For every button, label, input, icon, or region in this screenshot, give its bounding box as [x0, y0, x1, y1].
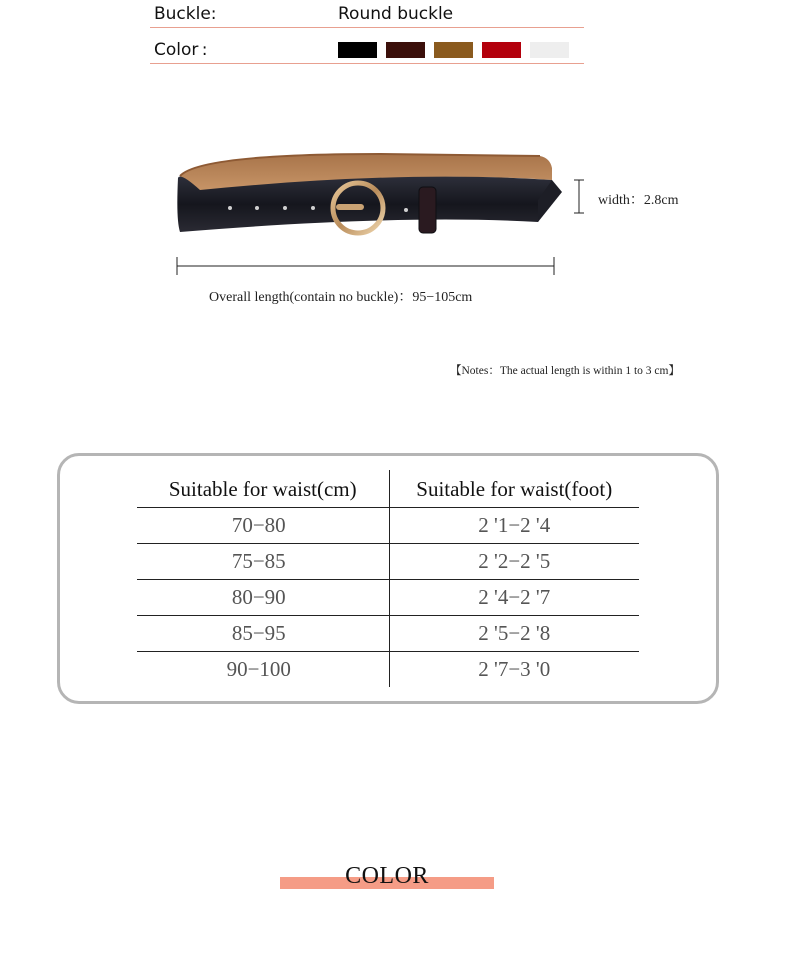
spec-row-color	[150, 36, 584, 64]
color-swatches	[338, 42, 569, 58]
waist-cm-cell: 90−100	[137, 651, 389, 687]
table-row	[137, 615, 639, 651]
buckle-label: Buckle:	[154, 4, 217, 24]
waist-foot-cell: 2 '5−2 '8	[389, 615, 639, 651]
section-title-color: COLOR	[345, 863, 429, 889]
size-table	[137, 470, 639, 687]
color-swatch-tan	[434, 42, 473, 58]
table-row	[137, 543, 639, 579]
table-row	[137, 579, 639, 615]
color-swatch-white	[530, 42, 569, 58]
waist-foot-cell: 2 '1−2 '4	[389, 507, 639, 543]
color-swatch-black	[338, 42, 377, 58]
table-header-row	[137, 470, 639, 507]
header-waist-foot: Suitable for waist(foot)	[389, 470, 639, 507]
table-row	[137, 507, 639, 543]
belt-length-label: Overall length(contain no buckle)：95−105cm	[209, 290, 473, 305]
spec-row-buckle	[150, 0, 584, 28]
buckle-value: Round buckle	[338, 4, 454, 24]
waist-cm-cell: 80−90	[137, 579, 389, 615]
waist-cm-cell: 75−85	[137, 543, 389, 579]
header-waist-cm: Suitable for waist(cm)	[137, 470, 389, 507]
color-swatch-red	[482, 42, 521, 58]
waist-foot-cell: 2 '7−3 '0	[478, 657, 551, 682]
belt-width-label: width：2.8cm	[598, 193, 679, 208]
belt-image	[140, 140, 700, 310]
table-row	[137, 651, 639, 687]
color-swatch-dark-brown	[386, 42, 425, 58]
waist-foot-cell: 2 '2−2 '5	[389, 543, 639, 579]
belt-notes: 【Notes：The actual length is within 1 to 3 cm】	[450, 365, 680, 377]
waist-cm-cell: 85−95	[137, 615, 389, 651]
color-label: Color :	[154, 40, 208, 60]
waist-foot-cell: 2 '4−2 '7	[389, 579, 639, 615]
waist-cm-cell: 70−80	[137, 507, 389, 543]
